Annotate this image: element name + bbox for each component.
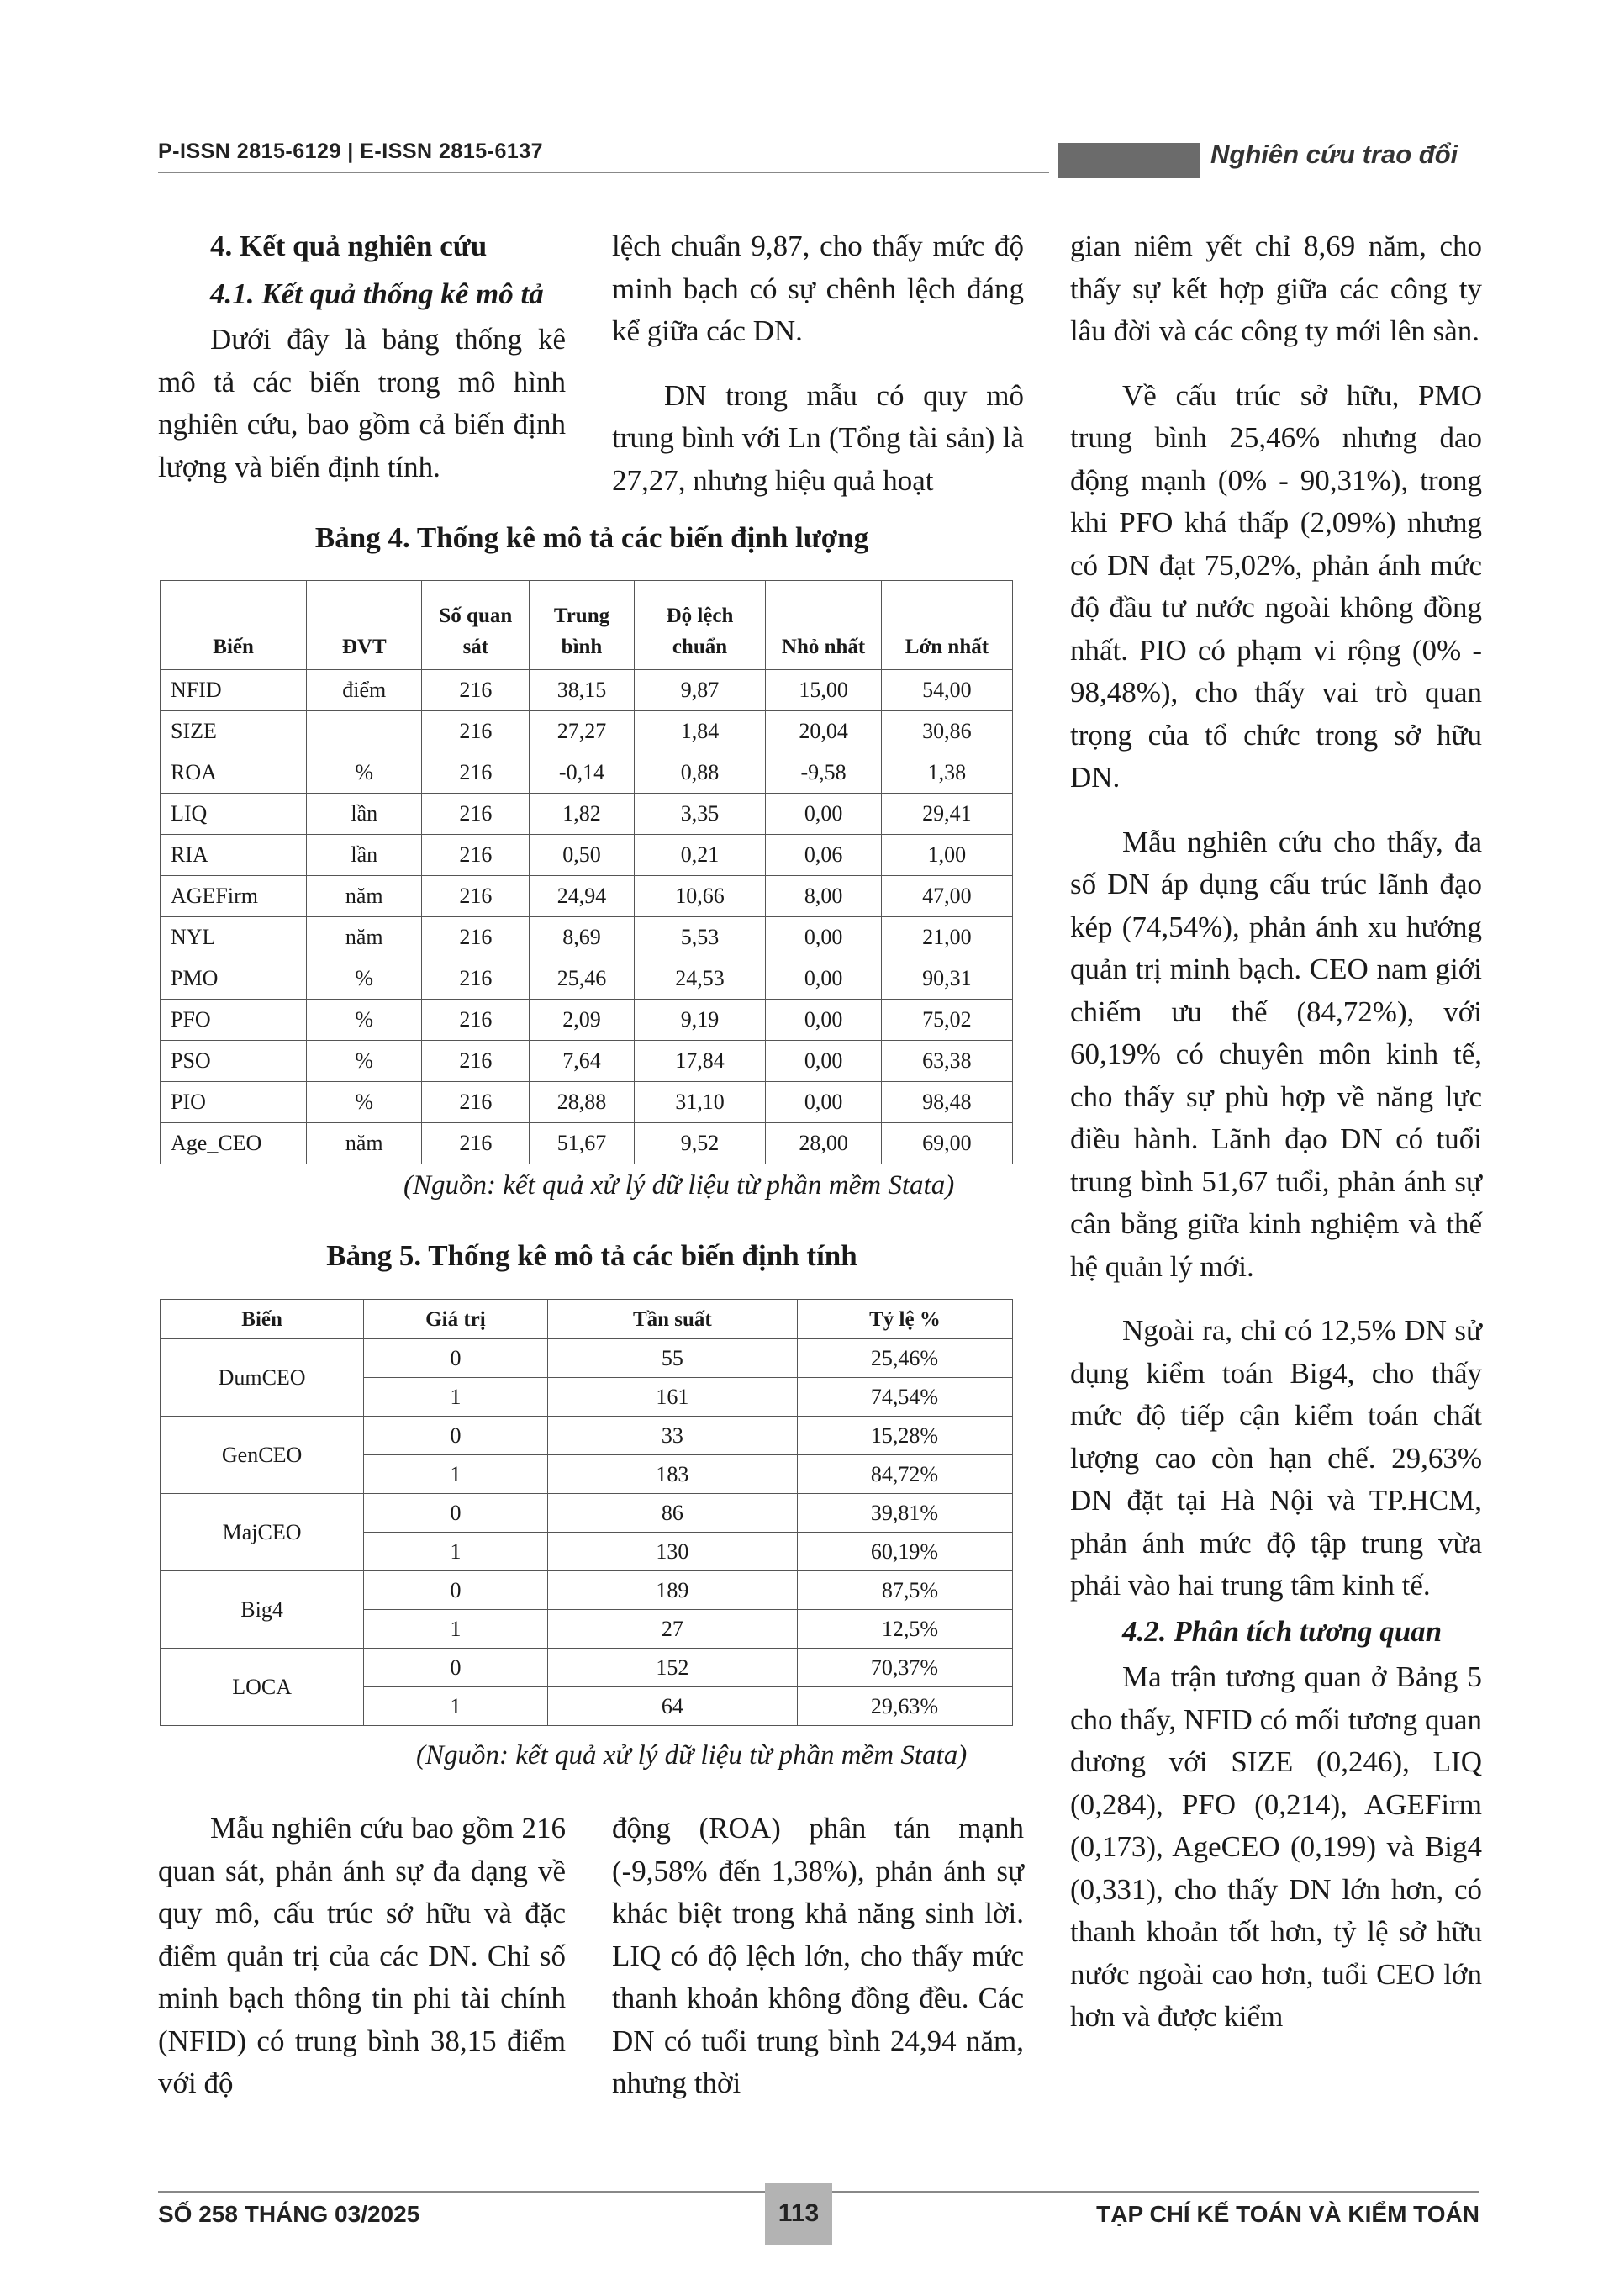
table-row <box>161 958 1013 1000</box>
table-cell: NFID <box>161 670 307 711</box>
table-cell: 28,00 <box>766 1123 882 1164</box>
paragraph: lệch chuẩn 9,87, cho thấy mức độ minh bạch có sự chênh lệch đáng kể giữa các DN. <box>612 230 1024 347</box>
table-cell: 8,00 <box>766 876 882 917</box>
table-cell: % <box>307 1000 422 1041</box>
table-cell: điểm <box>307 670 422 711</box>
table-cell: 1,82 <box>530 794 634 835</box>
paragraph: DN trong mẫu có quy mô trung bình với Ln (Tổng tài sản) là 27,27, nhưng hiệu quả hoạt <box>612 378 1024 497</box>
table-cell: 3,35 <box>634 794 766 835</box>
table-cell: 75,02 <box>881 1000 1012 1041</box>
table-row <box>161 670 1013 711</box>
table-cell: LIQ <box>161 794 307 835</box>
table4-header-cell: Độ lệch chuẩn <box>634 581 766 670</box>
table5-caption: Bảng 5. Thống kê mô tả các biến định tính <box>326 1239 857 1272</box>
page-number: 113 <box>765 2183 832 2245</box>
table-cell: lần <box>307 794 422 835</box>
table-cell: 17,84 <box>634 1041 766 1082</box>
table-row <box>161 917 1013 958</box>
table-row <box>161 1571 1013 1610</box>
table-cell: 216 <box>422 1000 530 1041</box>
table-cell: 54,00 <box>881 670 1012 711</box>
table-cell: 1 <box>364 1610 548 1649</box>
table-cell: 0,00 <box>766 958 882 1000</box>
table-cell: GenCEO <box>161 1417 364 1494</box>
table4-header-cell: ĐVT <box>307 581 422 670</box>
table-cell: 0,00 <box>766 1000 882 1041</box>
table-cell: MajCEO <box>161 1494 364 1571</box>
table-cell: năm <box>307 876 422 917</box>
table-cell: 47,00 <box>881 876 1012 917</box>
table-cell: 1,38 <box>881 752 1012 794</box>
table-cell: NYL <box>161 917 307 958</box>
table4-source: (Nguồn: kết quả xử lý dữ liệu từ phần mềm Stata) <box>404 1170 955 1201</box>
table-cell: 9,19 <box>634 1000 766 1041</box>
table-row <box>161 752 1013 794</box>
table-cell: 51,67 <box>530 1123 634 1164</box>
table4-header-cell: Lớn nhất <box>881 581 1012 670</box>
paragraph: Dưới đây là bảng thống kê mô tả các biến trong mô hình nghiên cứu, bao gồm cả biến định lượng và biến định tính. <box>158 323 566 483</box>
table-cell: 0,00 <box>766 917 882 958</box>
paragraph: Về cấu trúc sở hữu, PMO trung bình 25,46% nhưng dao động mạnh (0% - 90,31%), trong khi PFO khá thấp (2,09%) nhưng có DN đạt 75,02%, phản ánh mức độ đầu tư nước ngoài không đồng nhất. PIO có phạm vi rộng (0% - 98,48%), cho thấy vai trò quan trọng của tổ chức trong sở hữu DN. <box>1070 378 1482 794</box>
table-cell: 38,15 <box>530 670 634 711</box>
table-cell: 0,00 <box>766 1082 882 1123</box>
table-cell: 64 <box>547 1687 797 1726</box>
table-cell: 216 <box>422 876 530 917</box>
table5-header-cell: Tần suất <box>547 1300 797 1339</box>
table-cell: 28,88 <box>530 1082 634 1123</box>
table-cell: 216 <box>422 1082 530 1123</box>
table-cell: 0 <box>364 1571 548 1610</box>
table-cell: -9,58 <box>766 752 882 794</box>
table-row <box>161 1494 1013 1533</box>
table-cell: 15,28% <box>797 1417 1012 1455</box>
table-cell: 25,46% <box>797 1339 1012 1378</box>
table-cell: 0 <box>364 1417 548 1455</box>
table-cell: % <box>307 752 422 794</box>
table-cell: % <box>307 1082 422 1123</box>
table-cell: PIO <box>161 1082 307 1123</box>
table-row <box>161 876 1013 917</box>
table-cell: 86 <box>547 1494 797 1533</box>
header-rule <box>158 172 1049 173</box>
heading-correlation: 4.2. Phân tích tương quan <box>1122 1614 1443 1648</box>
table-cell: 216 <box>422 794 530 835</box>
table-cell: 10,66 <box>634 876 766 917</box>
table-cell: PSO <box>161 1041 307 1082</box>
table-cell: 216 <box>422 958 530 1000</box>
table-cell: 20,04 <box>766 711 882 752</box>
table-cell: 152 <box>547 1649 797 1687</box>
table-row <box>161 1417 1013 1455</box>
table-cell: 2,09 <box>530 1000 634 1041</box>
table4-header-cell: Nhỏ nhất <box>766 581 882 670</box>
paragraph: động (ROA) phân tán mạnh (-9,58% đến 1,38%), phản ánh sự khác biệt trong khả năng sinh lời. LIQ có độ lệch lớn, cho thấy mức thanh khoản không đồng đều. Các DN có tuổi trung bình 24,94 năm, nhưng thời <box>612 1812 1024 2099</box>
table-cell: lần <box>307 835 422 876</box>
table-cell: 1,00 <box>881 835 1012 876</box>
table-row <box>161 1649 1013 1687</box>
table-row <box>161 711 1013 752</box>
table-cell: 27,27 <box>530 711 634 752</box>
table-cell: 24,94 <box>530 876 634 917</box>
col2-top <box>612 225 1024 502</box>
table-cell: 69,00 <box>881 1123 1012 1164</box>
col1-bottom <box>158 1808 566 2105</box>
table-cell: 216 <box>422 1123 530 1164</box>
table4-header-cell: Số quan sát <box>422 581 530 670</box>
table-cell: 39,81% <box>797 1494 1012 1533</box>
table4-caption: Bảng 4. Thống kê mô tả các biến định lượng <box>314 521 869 554</box>
table-cell: 1,84 <box>634 711 766 752</box>
table-cell: 9,87 <box>634 670 766 711</box>
table-cell: 29,41 <box>881 794 1012 835</box>
table-cell: 0,50 <box>530 835 634 876</box>
table-cell: 1 <box>364 1533 548 1571</box>
table-row <box>161 794 1013 835</box>
table-cell: 98,48 <box>881 1082 1012 1123</box>
table-cell: PMO <box>161 958 307 1000</box>
table-row <box>161 1000 1013 1041</box>
table4 <box>160 580 1013 1164</box>
table-cell: 183 <box>547 1455 797 1494</box>
table-row <box>161 1339 1013 1378</box>
col1-top <box>158 225 566 488</box>
table-cell: 0,88 <box>634 752 766 794</box>
table-cell: 1 <box>364 1687 548 1726</box>
table4-header-cell: Biến <box>161 581 307 670</box>
table-cell: 55 <box>547 1339 797 1378</box>
table-cell: 0 <box>364 1649 548 1687</box>
table-cell: -0,14 <box>530 752 634 794</box>
table-cell: 216 <box>422 670 530 711</box>
table-cell: 33 <box>547 1417 797 1455</box>
table-cell: 216 <box>422 835 530 876</box>
table-cell: RIA <box>161 835 307 876</box>
table-row <box>161 1082 1013 1123</box>
table-cell: 0 <box>364 1494 548 1533</box>
table-cell: 1 <box>364 1455 548 1494</box>
table-cell: 9,52 <box>634 1123 766 1164</box>
table-cell: LOCA <box>161 1649 364 1726</box>
table-cell: 5,53 <box>634 917 766 958</box>
table-cell: năm <box>307 917 422 958</box>
table5-header-cell: Tỷ lệ % <box>797 1300 1012 1339</box>
table-cell: 74,54% <box>797 1378 1012 1417</box>
table-cell: PFO <box>161 1000 307 1041</box>
paragraph: Ma trận tương quan ở Bảng 5 cho thấy, NFID có mối tương quan dương với SIZE (0,246), LIQ (0,284), PFO (0,214), AGEFirm (0,173), AgeCEO (0,199) và Big4 (0,331), cho thấy DN lớn hơn, có thanh khoản tốt hơn, tỷ lệ sở hữu nước ngoài cao hơn, tuổi CEO lớn hơn và được kiểm <box>1070 1660 1482 2033</box>
table-cell: 25,46 <box>530 958 634 1000</box>
table-row <box>161 1041 1013 1082</box>
issn-label: P-ISSN 2815-6129 | E-ISSN 2815-6137 <box>158 140 544 163</box>
table5 <box>160 1299 1013 1726</box>
table-cell: 216 <box>422 752 530 794</box>
table-cell: 216 <box>422 1041 530 1082</box>
table-cell: 87,5% <box>797 1571 1012 1610</box>
table-cell: 189 <box>547 1571 797 1610</box>
section-title: Nghiên cứu trao đổi <box>1210 140 1458 169</box>
table-cell: Age_CEO <box>161 1123 307 1164</box>
table-cell: 90,31 <box>881 958 1012 1000</box>
table5-header-cell: Giá trị <box>364 1300 548 1339</box>
table-cell: 29,63% <box>797 1687 1012 1726</box>
table-cell: 0 <box>364 1339 548 1378</box>
table-cell: 7,64 <box>530 1041 634 1082</box>
table-cell: Big4 <box>161 1571 364 1649</box>
table-cell: 1 <box>364 1378 548 1417</box>
table-cell: 31,10 <box>634 1082 766 1123</box>
table-cell: 130 <box>547 1533 797 1571</box>
table-cell: 84,72% <box>797 1455 1012 1494</box>
table5-source: (Nguồn: kết quả xử lý dữ liệu từ phần mềm Stata) <box>416 1740 968 1771</box>
table-cell: 15,00 <box>766 670 882 711</box>
table-cell: 24,53 <box>634 958 766 1000</box>
paragraph: gian niêm yết chỉ 8,69 năm, cho thấy sự kết hợp giữa các công ty lâu đời và các công ty mới lên sàn. <box>1070 230 1482 347</box>
header-bar <box>1058 143 1200 178</box>
table4-header-cell: Trung bình <box>530 581 634 670</box>
table-cell: % <box>307 958 422 1000</box>
table-cell: 12,5% <box>797 1610 1012 1649</box>
table-cell: 63,38 <box>881 1041 1012 1082</box>
issue-label: SỐ 258 THÁNG 03/2025 <box>158 2201 420 2227</box>
col3 <box>1070 225 1482 2039</box>
table-cell: 0,00 <box>766 794 882 835</box>
table-cell: 60,19% <box>797 1533 1012 1571</box>
table-cell: 30,86 <box>881 711 1012 752</box>
table-cell: 8,69 <box>530 917 634 958</box>
table5-header-cell: Biến <box>161 1300 364 1339</box>
journal-name: TẠP CHÍ KẾ TOÁN VÀ KIỂM TOÁN <box>1096 2201 1480 2227</box>
table-row <box>161 1123 1013 1164</box>
table-cell: % <box>307 1041 422 1082</box>
paragraph: Mẫu nghiên cứu bao gồm 216 quan sát, phản ánh sự đa dạng về quy mô, cấu trúc sở hữu và đặc điểm quản trị của các DN. Chỉ số minh bạch thông tin phi tài chính (NFID) có trung bình 38,15 điểm với độ <box>158 1812 566 2099</box>
table-cell: 27 <box>547 1610 797 1649</box>
table-cell: 216 <box>422 711 530 752</box>
table-cell: AGEFirm <box>161 876 307 917</box>
table-cell: năm <box>307 1123 422 1164</box>
table-cell: 0,06 <box>766 835 882 876</box>
table-cell: 0,21 <box>634 835 766 876</box>
paragraph: Ngoài ra, chỉ có 12,5% DN sử dụng kiểm toán Big4, cho thấy mức độ tiếp cận kiểm toán chất lượng cao còn hạn chế. 29,63% DN đặt tại Hà Nội và TP.HCM, phản ánh mức độ tập trung vừa phải vào hai trung tâm kinh tế. <box>1070 1314 1482 1602</box>
table-cell: DumCEO <box>161 1339 364 1417</box>
paragraph: Mẫu nghiên cứu cho thấy, đa số DN áp dụng cấu trúc lãnh đạo kép (74,54%), phản ánh xu hướng quản trị minh bạch. CEO nam giới chiếm ưu thế (84,72%), với 60,19% có chuyên môn kinh tế, cho thấy sự phù hợp về năng lực điều hành. Lãnh đạo DN có tuổi trung bình 51,67 tuổi, phản ánh sự cân bằng giữa kinh nghiệm và thế hệ quản lý mới. <box>1070 825 1482 1283</box>
table-cell: ROA <box>161 752 307 794</box>
table-cell: 21,00 <box>881 917 1012 958</box>
table-cell: SIZE <box>161 711 307 752</box>
table-cell: 70,37% <box>797 1649 1012 1687</box>
table-cell: 0,00 <box>766 1041 882 1082</box>
table-row <box>161 835 1013 876</box>
col2-bottom <box>612 1808 1024 2105</box>
heading-descriptive: 4.1. Kết quả thống kê mô tả <box>210 277 544 310</box>
table-cell: 216 <box>422 917 530 958</box>
table-cell <box>307 711 422 752</box>
table-cell: 161 <box>547 1378 797 1417</box>
heading-results: 4. Kết quả nghiên cứu <box>210 230 488 262</box>
